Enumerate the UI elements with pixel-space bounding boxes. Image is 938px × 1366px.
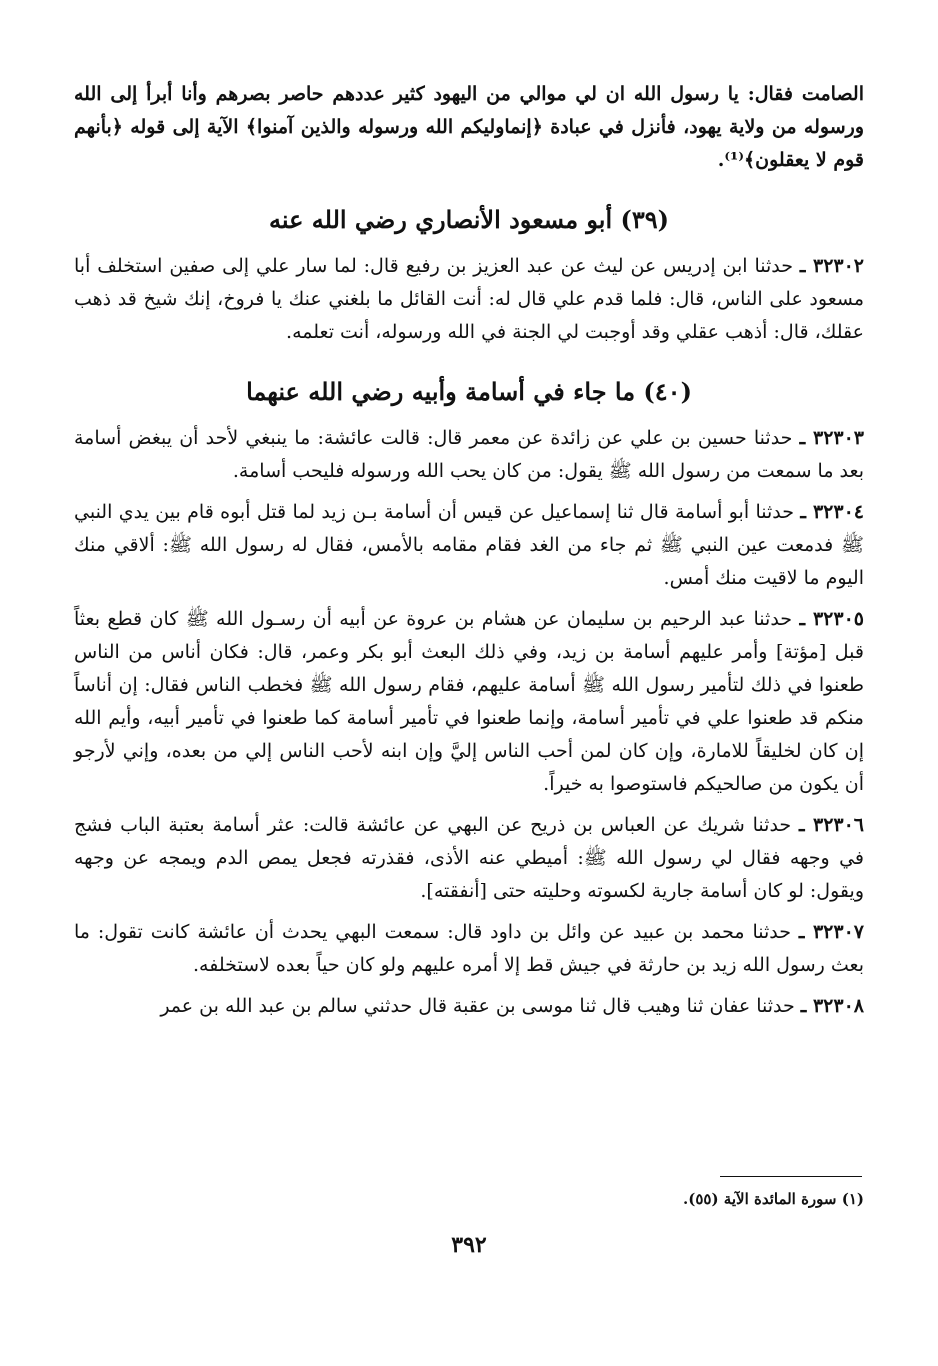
hadith-text: حدثنا حسين بن علي عن زائدة عن معمر قال: قالت عائشة: ما ينبغي لأحد أن يبغض أسامة بعد ما سمعت من رسول الله ﷺ يقول: من كان يحب الله ورسوله فليحب أسامة. bbox=[74, 427, 864, 482]
hadith-text: حدثنا عفان ثنا وهيب قال ثنا موسى بن عقبة قال حدثني سالم بن عبد الله بن عمر bbox=[160, 995, 795, 1017]
hadith-number: ٣٢٣٠٨ ـ bbox=[800, 995, 864, 1017]
hadith-text: حدثنا ابن إدريس عن ليث عن عبد العزيز بن رفيع قال: لما سار علي إلى صفين استخلف أبا مسعود على الناس، قال: فلما قدم علي قال له: أنت القائل ما بلغني عنك يا فروخ، إنك شيخ قد ذهب عقلك، قال: أذهب عقلي وقد أوجبت لي الجنة في الله ورسوله، أنت تعلمه. bbox=[74, 255, 864, 343]
hadith-text: حدثنا شريك عن العباس بن ذريح عن البهي عن عائشة قالت: عثر أسامة بعتبة الباب فشج في وجهه فقال لي رسول الله ﷺ: أميطي عنه الأذى، فقذرته فجعل يمص الدم ويمجه عن وجهه ويقول: لو كان أسامة جارية لكسوته وحليته حتى [أنفقته]. bbox=[74, 814, 864, 902]
hadith-32303 bbox=[74, 422, 864, 488]
page-number: ٣٩٢ bbox=[451, 1232, 487, 1258]
hadith-number: ٣٢٣٠٣ ـ bbox=[799, 427, 865, 449]
hadith-32306 bbox=[74, 809, 864, 908]
hadith-number: ٣٢٣٠٧ ـ bbox=[798, 921, 864, 943]
hadith-32304 bbox=[74, 496, 864, 595]
hadith-text: حدثنا محمد بن عبيد عن وائل بن داود قال: سمعت البهي يحدث أن عائشة كانت تقول: ما بعث رسول الله زيد بن حارثة في جيش قط إلا أمره عليهم ولو كان حياً بعده لاستخلفه. bbox=[74, 921, 864, 976]
hadith-32307 bbox=[74, 916, 864, 982]
hadith-number: ٣٢٣٠٦ ـ bbox=[799, 814, 865, 836]
hadith-number: ٣٢٣٠٤ ـ bbox=[800, 501, 864, 523]
hadith-32308 bbox=[74, 990, 864, 1023]
footnote-divider bbox=[720, 1176, 862, 1177]
section-heading-39: (٣٩) أبو مسعود الأنصاري رضي الله عنه bbox=[268, 205, 670, 234]
main-text-block bbox=[74, 78, 864, 1031]
hadith-number: ٣٢٣٠٢ ـ bbox=[799, 255, 865, 277]
hadith-number: ٣٢٣٠٥ ـ bbox=[799, 608, 864, 630]
footnote: (١) سورة المائدة الآية (٥٥). bbox=[683, 1190, 864, 1208]
intro-paragraph: الصامت فقال: يا رسول الله ان لي موالي من اليهود كثير عددهم حاصر بصرهم وأنا أبرأ إلى الله ورسوله من ولاية يهود، فأنزل في عبادة ﴿إنماوليكم الله ورسوله والذين آمنوا﴾ الآية إلى قوله ﴿بأنهم قوم لا يعقلون﴾⁽¹⁾. bbox=[74, 83, 864, 171]
hadith-text: حدثنا أبو أسامة قال ثنا إسماعيل عن قيس أن أسامة بـن زيد لما قتل أبوه قام بين يدي النبي ﷺ فدمعت عين النبي ﷺ ثم جاء من الغد فقام مقامه بالأمس، فقال له رسول الله ﷺ: ألاقي منك اليوم ما لاقيت منك أمس. bbox=[74, 501, 864, 589]
hadith-32305 bbox=[74, 603, 864, 801]
section-heading-40: (٤٠) ما جاء في أسامة وأبيه رضي الله عنهما bbox=[246, 377, 692, 406]
hadith-text: حدثنا عبد الرحيم بن سليمان عن هشام بن عروة عن أبيه أن رسـول الله ﷺ كان قطع بعثاً قبل [مؤتة] وأمر عليهم أسامة بن زيد، وفي ذلك البعث أبو بكر وعمر، قال: فكان أناس من الناس طعنوا في ذلك لتأمير رسول الله ﷺ أسامة عليهم، فقام رسول الله ﷺ فخطب الناس فقال: إن أناساً منكم قد طعنوا علي في تأمير أسامة، وإنما طعنوا في تأمير أسامة كما طعنوا في تأمير أبيه، وأيم الله إن كان لخليقاً للامارة، وإن كان لمن أحب الناس إليَّ وإن ابنه لأحب الناس إلي من بعده، وإني لأرجو أن يكون من صالحيكم فاستوصوا به خيراً. bbox=[74, 608, 865, 795]
hadith-32302 bbox=[74, 250, 864, 349]
